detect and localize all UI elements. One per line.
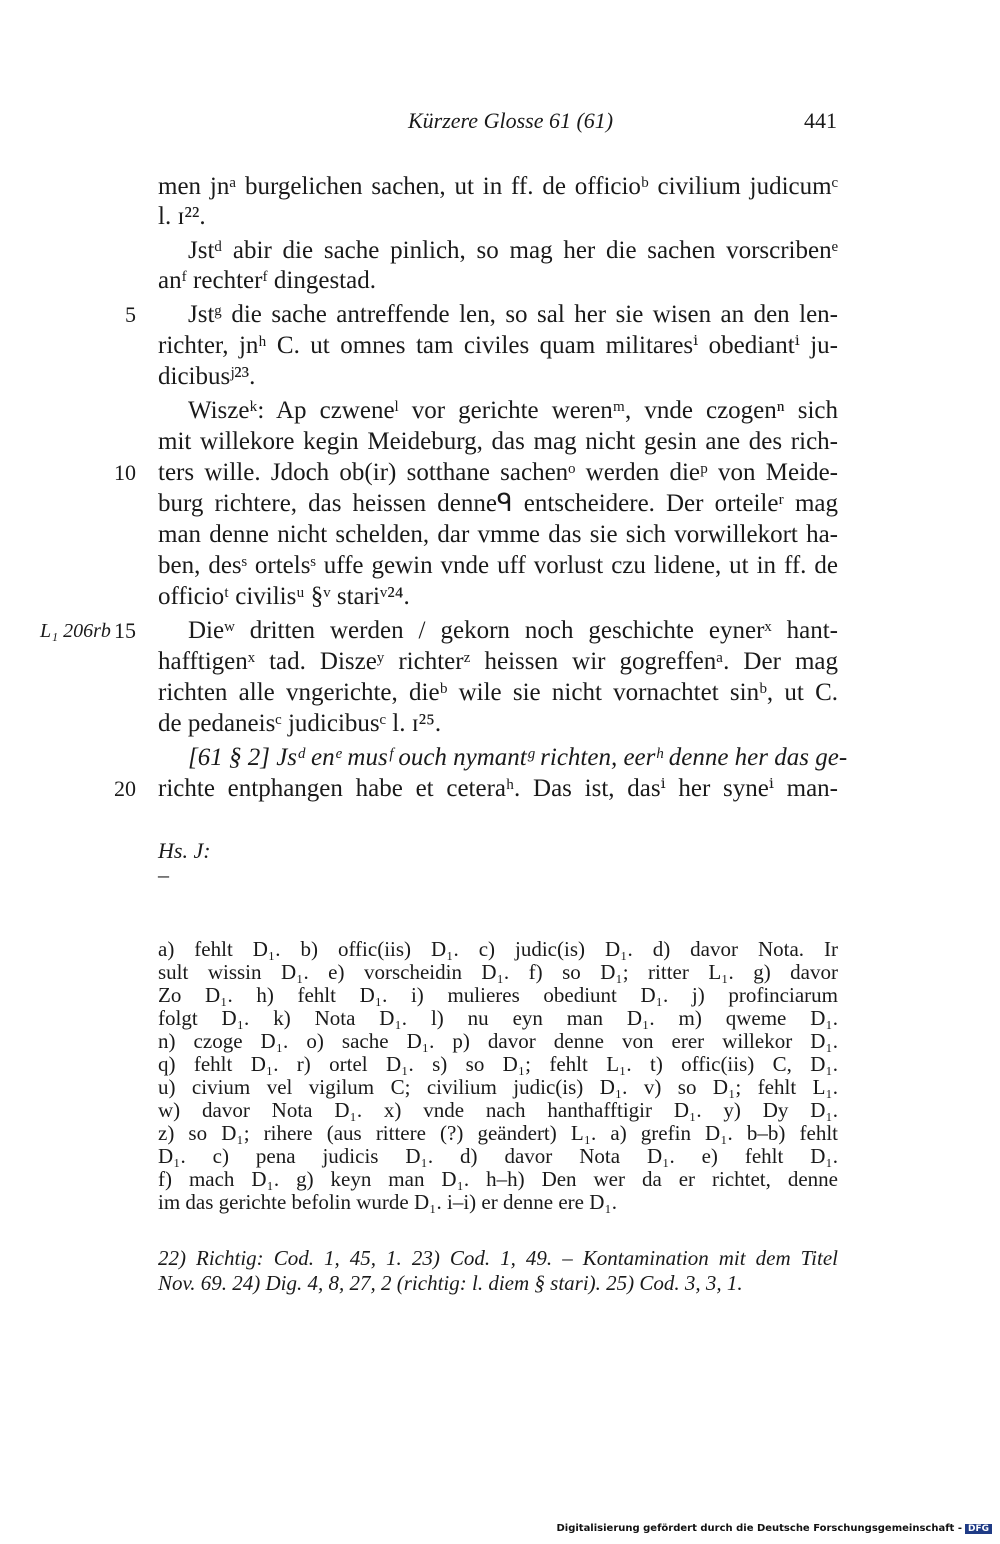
footnote-line: n) czoge D₁. o) sache D₁. p) davor denne von erer willekor D₁. — [158, 1029, 838, 1053]
footnote-line: a) fehlt D₁. b) offic(iis) D₁. c) judic(is) D₁. d) davor Nota. Ir — [158, 937, 838, 961]
text-line: Jstᵈ abir die sache pinlich, so mag her die sachen vorscribenᵉ — [188, 237, 838, 264]
reference-line: Nov. 69. 24) Dig. 4, 8, 27, 2 (richtig: l. diem § stari). 25) Cod. 3, 3, 1. — [158, 1271, 743, 1295]
text-line: hafftigenˣ tad. Diszeʸ richterᶻ heissen wir gogreffenᵃ. Der mag — [158, 648, 838, 675]
text-line: de pedaneisᶜ judicibusᶜ l. ɪ²⁵. — [158, 710, 442, 737]
line-number: 10 — [114, 460, 136, 485]
text-line: dicibusʲ²³. — [158, 363, 256, 390]
footnote-line: u) civium vel vigilum C; civilium judic(is) D₁. v) so D₁; fehlt L₁. — [158, 1075, 838, 1099]
line-number: 5 — [125, 302, 136, 327]
manuscript-dash: – — [158, 862, 169, 887]
text-line: Wiszeᵏ: Ap czweneˡ vor gerichte werenᵐ, vnde czogenⁿ sich — [188, 397, 838, 424]
footnote-line: z) so D₁; rihere (aus rittere (?) geändert) L₁. a) grefin D₁. b–b) fehlt — [158, 1121, 838, 1145]
text-line: richter, jnʰ C. ut omnes tam civiles quam militaresⁱ obediantⁱ ju- — [158, 332, 838, 359]
footnote-line: Zo D₁. h) fehlt D₁. i) mulieres obediunt D₁. j) profinciarum — [158, 983, 838, 1007]
manuscript-label: Hs. J: — [158, 838, 211, 863]
line-number: 20 — [114, 776, 136, 801]
reference-line: 22) Richtig: Cod. 1, 45, 1. 23) Cod. 1, 49. – Kontamination mit dem Titel — [158, 1246, 838, 1270]
text-line: l. ɪ²². — [158, 203, 206, 230]
text-line: anᶠ rechterᶠ dingestad. — [158, 267, 376, 294]
text-line: ben, desˢ ortelsˢ uffe gewin vnde uff vorlust czu lidene, ut in ff. de — [158, 552, 838, 579]
text-line: [61 § 2] Jsᵈ enᵉ musᶠ ouch nymantᵍ richten, eerʰ denne her das ge- — [188, 744, 848, 771]
page-number: 441 — [804, 108, 837, 133]
footnote-line: w) davor Nota D₁. x) vnde nach hanthafftigir D₁. y) Dy D₁. — [158, 1098, 838, 1122]
digitization-footer — [556, 1523, 992, 1534]
text-line: Jstᵍ die sache antreffende len, so sal her sie wisen an den len- — [188, 301, 838, 328]
footnote-line: q) fehlt D₁. r) ortel D₁. s) so D₁; fehlt L₁. t) offic(iis) C, D₁. — [158, 1052, 838, 1076]
text-line: richte entphangen habe et ceteraʰ. Das ist, dasⁱ her syneⁱ man- — [158, 775, 838, 802]
text-line: richten alle vngerichte, dieᵇ wile sie nicht vornachtet sinᵇ, ut C. — [158, 679, 838, 706]
text-line: Dieʷ dritten werden / gekorn noch geschichte eynerˣ hant- — [188, 617, 838, 644]
manuscript-folio-ref: L₁ 206rb — [40, 620, 111, 642]
text-line: mit willekore kegin Meideburg, das mag nicht gesin ane des rich- — [158, 428, 838, 455]
running-title: Kürzere Glosse 61 (61) — [408, 108, 614, 133]
footnote-line: f) mach D₁. g) keyn man D₁. h–h) Den wer da er richtet, denne — [158, 1167, 838, 1191]
text-line: men jnᵃ burgelichen sachen, ut in ff. de officioᵇ civilium judicumᶜ — [158, 173, 838, 200]
text-line: ters wille. Jdoch ob(ir) sotthane sachenᵒ werden dieᵖ von Meide- — [158, 459, 838, 486]
text-line: burg richtere, das heissen denneᑫ entscheidere. Der orteileʳ mag — [158, 490, 838, 517]
text-line: officioᵗ civilisᵘ §ᵛ stariᵛ²⁴. — [158, 583, 410, 610]
dfg-logo: DFG — [965, 1524, 992, 1534]
footnote-line: sult wissin D₁. e) vorscheidin D₁. f) so D₁; ritter L₁. g) davor — [158, 960, 838, 984]
text-line: man denne nicht schelden, dar vmme das sie sich vorwillekort ha- — [158, 521, 838, 548]
footnote-line: folgt D₁. k) Nota D₁. l) nu eyn man D₁. m) qweme D₁. — [158, 1006, 838, 1030]
footnote-line: D₁. c) pena judicis D₁. d) davor Nota D₁. e) fehlt D₁. — [158, 1144, 838, 1168]
footnote-line: im das gerichte befolin wurde D₁. i–i) er denne ere D₁. — [158, 1190, 617, 1214]
line-number: 15 — [114, 618, 136, 643]
footer-text: Digitalisierung gefördert durch die Deutsche Forschungsgemeinschaft - — [556, 1523, 962, 1534]
